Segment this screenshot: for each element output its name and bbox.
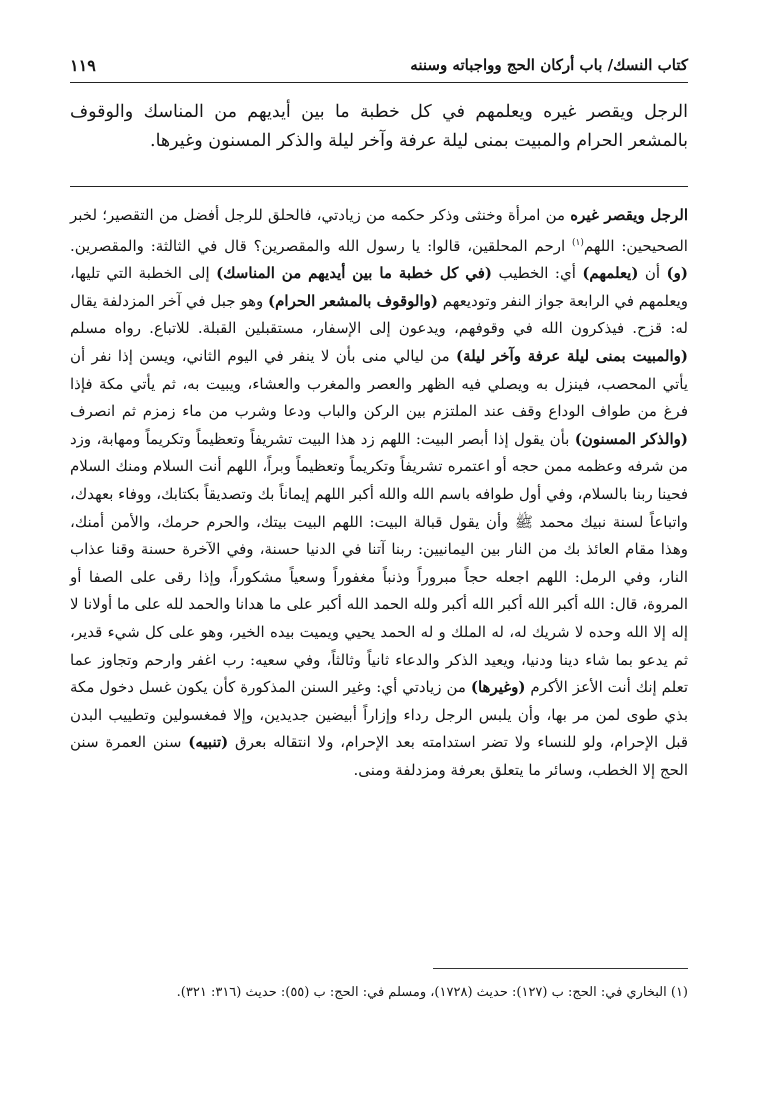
running-header	[70, 50, 688, 80]
matn-quote: (في كل خطبة ما بين أيديهم من المناسك)	[216, 264, 493, 283]
commentary-run: إلى الخطبة التي تليها، ويعلمهم في الرابعة جواز النفر وتوديعهم	[70, 264, 688, 310]
commentary-run: أي: الخطيب	[492, 264, 583, 283]
matn-quote: (والوقوف بالمشعر الحرام)	[268, 291, 438, 310]
commentary-run: من زيادتي أي: وغير السنن المذكورة كأن يكون غسل دخول مكة بذي طوى لمن مر بها، وأن يلبس الرجل رداء وإزاراً أبيضين جديدين، وإلا فمغسولين وتطييب البدن قبل الإحرام، ولو للنساء ولا تضر استدامته بعد الإحرام، ولا انتقاله بعرق	[70, 678, 689, 752]
matn-quote: (وغيرها)	[470, 678, 526, 697]
matn-quote: (والذكر المسنون)	[574, 429, 688, 448]
separator-rule	[70, 186, 688, 187]
commentary-run: بأن يقول إذا أبصر البيت: اللهم زد هذا البيت تشريفاً وتعظيماً وتكريماً ومهابة، وزد من شرفه وعظمه ممن حجه أو اعتمره تشريفاً وتكريماً وتعظيماً وبراً، اللهم أنت السلام ومنك السلام فحينا ربنا بالسلام، وفي أول طوافه باسم الله والله أكبر اللهم إيماناً بك وتصديقاً بكتابك، ووفاء بعهدك، واتباعاً لسنة نبيك محمد ﷺ وأن يقول قبالة البيت: اللهم البيت بيتك، والحرم حرمك، والأمن أمنك، وهذا مقام العائذ بك من النار بين اليمانيين: ربنا آتنا في الدنيا حسنة، وفي الآخرة حسنة وقنا عذاب النار، وفي الرمل: اللهم اجعله حجاً مبروراً وذنباً مغفوراً وسعياً مشكوراً، وإذا رقى على الصفا أو المروة، قال: الله أكبر الله أكبر الله أكبر ولله الحمد الله أكبر على ما هدانا والحمد لله على ما أولانا لا إله إلا الله وحده لا شريك له، له الملك و له الحمد يحيي ويميت بيده الخير، وهو على كل شيء قدير، ثم يدعو بما شاء دينا ودنيا، ويعيد الذكر والدعاء ثانياً وثالثاً، وفي سعيه: رب اغفر وارحم وتجاوز عما تعلم إنك أنت الأعز الأكرم	[70, 429, 688, 697]
commentary-run: وهو جبل في آخر المزدلفة يقال له: قزح. فيذكرون الله في وقوفهم، ويدعون إلى الإسفار، مستقبلين القبلة. للاتباع. رواه مسلم	[70, 291, 688, 338]
matn-quote: (تنبيه)	[188, 733, 229, 752]
matn-quote: (والمبيت بمنى ليلة عرفة وآخر ليلة)	[456, 346, 688, 365]
commentary-run: سنن العمرة سنن الحج إلا الخطب، وسائر ما يتعلق بعرفة ومزدلفة ومنى.	[70, 733, 688, 779]
page-number: ١١٩	[70, 56, 96, 75]
commentary-text	[70, 202, 688, 784]
main-text: الرجل ويقصر غيره ويعلمهم في كل خطبة ما بين أيديهم من المناسك والوقوف بالمشعر الحرام والمبيت بمنى ليلة عرفة وآخر ليلة والذكر المسنون وغيرها.	[70, 102, 688, 151]
commentary-run: أن	[638, 264, 667, 283]
book-page	[70, 50, 688, 1070]
matn-quote: الرجل ويقصر غيره	[570, 206, 689, 224]
commentary-run: من امرأة وخنثى وذكر حكمه من زيادتي، فالحلق للرجل أفضل من التقصير؛ لخبر الصحيحين: اللهم	[70, 206, 688, 255]
header-rule	[70, 82, 688, 83]
footnote: (١) البخاري في: الحج: ب (١٢٧): حديث (١٧٢٨)، ومسلم في: الحج: ب (٥٥): حديث (٣١٦: ٣٢١).	[176, 985, 688, 1000]
footnote-ref: (١)	[572, 237, 584, 248]
chapter-title: كتاب النسك/ باب أركان الحج وواجباته وسننه	[410, 56, 688, 74]
matn-quote: (و)	[666, 264, 688, 283]
commentary-run: من ليالي منى بأن لا ينفر في اليوم الثاني، ويسن إذا نفر أن يأتي المحصب، فينزل به ويصلي فيه الظهر والعصر والمغرب والعشاء، ويبيت به، ثم يأتي مكة فإذا فرغ من طواف الوداع وقف عند الملتزم بين الركن والباب ودعا وشرب من ماء زمزم ثم انصرف	[70, 346, 689, 421]
commentary-run: ارحم المحلقين، قالوا: يا رسول الله والمقصرين؟ قال في الثالثة: والمقصرين.	[70, 236, 573, 255]
footnote-rule	[433, 968, 688, 969]
matn-quote: (يعلمهم)	[582, 264, 639, 283]
